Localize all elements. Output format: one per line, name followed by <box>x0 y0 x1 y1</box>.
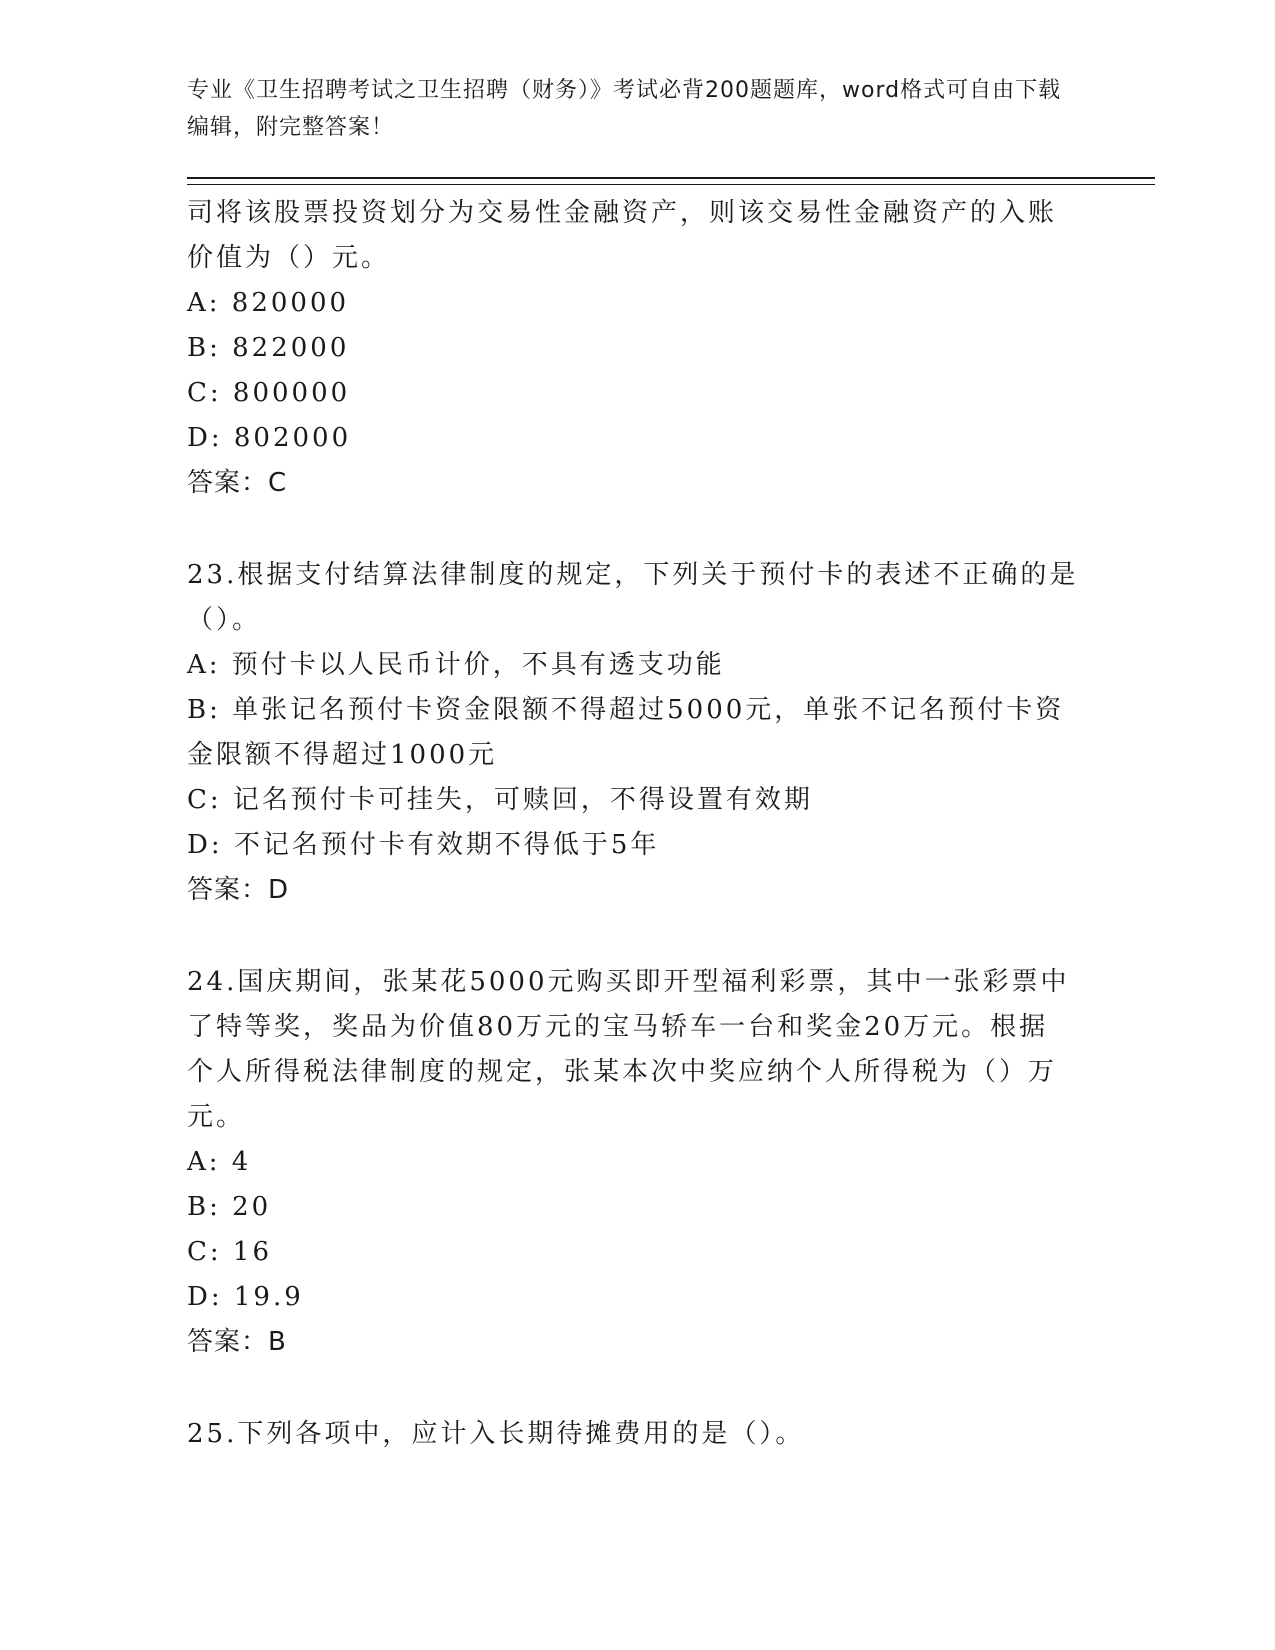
option-b: B: 20 <box>187 1192 272 1222</box>
question-stem-line: 了特等奖，奖品为价值80万元的宝马轿车一台和奖金20万元。根据 <box>187 1012 1049 1042</box>
header-divider-thick <box>187 177 1155 179</box>
option-b: B: 822000 <box>187 333 350 363</box>
option-d: D: 不记名预付卡有效期不得低于5年 <box>187 830 660 860</box>
question-spacer <box>187 506 1067 553</box>
answer-label: 答案：C <box>187 468 288 498</box>
question-stem-line: 23.根据支付结算法律制度的规定，下列关于预付卡的表述不正确的是 <box>187 560 1079 590</box>
option-b: B: 单张记名预付卡资金限额不得超过5000元，单张不记名预付卡资 <box>187 695 1065 725</box>
question-spacer <box>187 913 1067 960</box>
question-22 <box>187 191 1067 506</box>
question-25 <box>187 1412 1067 1457</box>
question-list <box>187 191 1079 1457</box>
question-24 <box>187 960 1070 1365</box>
question-stem-line: 价值为（）元。 <box>187 243 391 273</box>
answer-label: 答案：D <box>187 875 290 905</box>
option-d: D: 19.9 <box>187 1282 304 1312</box>
option-a: A: 820000 <box>187 288 350 318</box>
question-stem-line: 25.下列各项中，应计入长期待摊费用的是（）。 <box>187 1419 805 1449</box>
question-spacer <box>187 1365 1067 1412</box>
question-stem-line: 司将该股票投资划分为交易性金融资产，则该交易性金融资产的入账 <box>187 198 1058 228</box>
answer-label: 答案：B <box>187 1327 287 1357</box>
option-c: C: 800000 <box>187 378 351 408</box>
question-stem-line: 元。 <box>187 1102 246 1132</box>
option-d: D: 802000 <box>187 423 352 453</box>
option-b-continuation: 金限额不得超过1000元 <box>187 740 498 770</box>
option-a: A: 预付卡以人民币计价，不具有透支功能 <box>187 650 725 680</box>
option-c: C: 16 <box>187 1237 273 1267</box>
header-divider-thin <box>187 184 1155 185</box>
option-a: A: 4 <box>187 1147 252 1177</box>
question-stem-line: 24.国庆期间，张某花5000元购买即开型福利彩票，其中一张彩票中 <box>187 967 1070 997</box>
option-c: C: 记名预付卡可挂失，可赎回，不得设置有效期 <box>187 785 813 815</box>
document-header-title: 专业《卫生招聘考试之卫生招聘（财务）》考试必背200题题库，word格式可自由下载编辑，附完整答案！ <box>187 78 1062 140</box>
question-stem-line: （）。 <box>187 605 262 635</box>
question-23 <box>187 553 1079 913</box>
question-stem-line: 个人所得税法律制度的规定，张某本次中奖应纳个人所得税为（）万 <box>187 1057 1058 1087</box>
